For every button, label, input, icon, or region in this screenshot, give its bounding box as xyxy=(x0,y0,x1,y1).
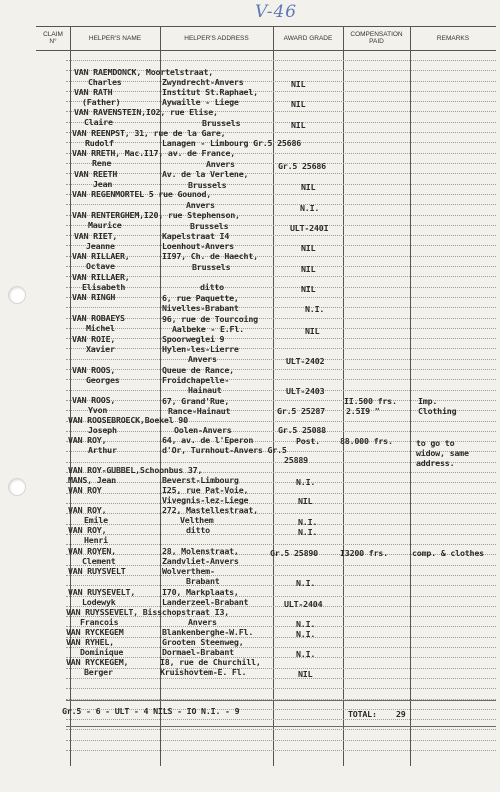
typed-line: comp. & clothes xyxy=(412,548,484,558)
typed-line: Velthem xyxy=(180,515,214,525)
typed-line: NIL xyxy=(291,79,306,89)
typed-line: Anvers xyxy=(188,617,217,627)
summary-rule xyxy=(66,700,496,701)
ruled-line xyxy=(66,235,496,236)
ruled-line xyxy=(66,338,496,339)
typed-line: Yvon xyxy=(88,405,108,415)
typed-line: NIL xyxy=(301,284,316,294)
typed-line: 272, Mastellestraat, xyxy=(162,505,258,515)
ruled-line xyxy=(66,637,496,638)
typed-line: to go to xyxy=(416,438,455,448)
typed-line: 2.5I9 " xyxy=(346,406,380,416)
ruled-line xyxy=(66,91,496,92)
ruled-line xyxy=(66,225,496,226)
ruled-line xyxy=(66,524,496,525)
header-remarks: REMARKS xyxy=(436,35,470,42)
ruled-line xyxy=(66,328,496,329)
typed-line: VAN RATH xyxy=(74,87,113,97)
typed-line: MANS, Jean xyxy=(68,475,116,485)
typed-line: Queue de Rance, xyxy=(162,365,234,375)
typed-line: VAN ROYEN, xyxy=(68,546,116,556)
typed-line: Maurice xyxy=(88,220,122,230)
typed-line: NIL xyxy=(298,669,313,679)
ruled-line xyxy=(66,503,496,504)
typed-line: VAN RILLAER, xyxy=(72,251,130,261)
ruled-line xyxy=(66,60,496,61)
typed-line: VAN RYHEL, xyxy=(66,637,114,647)
typed-line: Jeanne xyxy=(86,241,115,251)
typed-line: Octave xyxy=(86,261,115,271)
ruled-line xyxy=(66,513,496,514)
ruled-line xyxy=(66,482,496,483)
typed-line: Gr.5 25287 xyxy=(277,406,325,416)
typed-line: VAN RYCKEGEM, xyxy=(66,657,129,667)
typed-line: 6, rue Paquette, xyxy=(162,293,239,303)
typed-line: Av. de la Verlene, xyxy=(162,169,249,179)
ruled-line xyxy=(66,647,496,648)
typed-line: Lodewyk xyxy=(82,597,116,607)
typed-line: Rene xyxy=(92,158,112,168)
ruled-line xyxy=(66,626,496,627)
typed-line: Oolen-Anvers xyxy=(174,425,232,435)
typed-line: Berger xyxy=(84,667,113,677)
ruled-line xyxy=(66,245,496,246)
typed-line: Elisabeth xyxy=(82,282,126,292)
header-compensation xyxy=(343,31,410,45)
typed-line: 25889 xyxy=(284,455,308,465)
typed-line: Spoorweglei 9 xyxy=(162,334,225,344)
typed-line: VAN ROY, xyxy=(68,435,107,445)
typed-line: Aywaille - Liege xyxy=(162,97,239,107)
ruled-line xyxy=(66,575,496,576)
typed-line: Zwyndrecht-Anvers xyxy=(162,77,244,87)
typed-line: VAN ROOS, xyxy=(72,365,116,375)
header-helpers-name: HELPER'S NAME xyxy=(88,35,142,42)
typed-line: (Father) xyxy=(82,97,121,107)
ruled-line xyxy=(66,668,496,669)
typed-line: 88.000 frs. xyxy=(340,436,393,446)
typed-line: Loenhout-Anvers xyxy=(162,241,234,251)
ruled-line xyxy=(66,101,496,102)
typed-line: Gr.5 25890 xyxy=(270,548,318,558)
summary-total-value: 29 xyxy=(396,709,406,719)
ruled-line xyxy=(66,359,496,360)
typed-line: NIL xyxy=(301,264,316,274)
typed-line: II97, Ch. de Haecht, xyxy=(162,251,258,261)
header-compensation-line2: PAID xyxy=(369,38,384,45)
typed-line: Brussels xyxy=(192,262,231,272)
typed-line: I25, rue Pat-Voie, xyxy=(162,485,249,495)
typed-line: VAN RUYSVELT xyxy=(68,566,126,576)
typed-line: Brussels xyxy=(190,221,229,231)
typed-line: ULT-2404 xyxy=(284,599,323,609)
typed-line: Froidchapelle- xyxy=(162,375,230,385)
typed-line: Beverst-Limbourg xyxy=(162,475,239,485)
typed-line: 67, Grand'Rue, xyxy=(162,396,230,406)
header-helpers-address: HELPER'S ADDRESS xyxy=(184,35,249,42)
ruled-line xyxy=(66,379,496,380)
ruled-line xyxy=(66,297,496,298)
header-top-rule xyxy=(36,26,496,27)
typed-line: Claire xyxy=(84,117,113,127)
typed-line: Zandvliet-Anvers xyxy=(162,556,239,566)
typed-line: VAN ROY, xyxy=(68,525,107,535)
ruled-line xyxy=(66,657,496,658)
typed-line: Anvers xyxy=(206,159,235,169)
typed-line: Dormael-Brabant xyxy=(162,647,234,657)
ruled-line xyxy=(66,493,496,494)
typed-line: NIL xyxy=(291,120,306,130)
typed-line: VAN ROOSEBROECK,Boekel 90 xyxy=(68,415,188,425)
typed-line: VAN RILLAER, xyxy=(72,272,130,282)
ruled-line xyxy=(66,729,496,730)
typed-line: ditto xyxy=(186,525,210,535)
typed-line: widow, same xyxy=(416,448,469,458)
typed-line: Nivelles-Brabant xyxy=(162,303,239,313)
typed-line: VAN RAEMDONCK, Moortelstraat, xyxy=(74,67,214,77)
ruled-line xyxy=(66,585,496,586)
ruled-line xyxy=(66,369,496,370)
typed-line: VAN ROY-GUBBEL,Schoonbus 37, xyxy=(68,465,203,475)
typed-line: VAN ROY, xyxy=(68,505,107,515)
ruled-line xyxy=(66,204,496,205)
typed-line: Brabant xyxy=(186,576,220,586)
typed-line: VAN RINGH xyxy=(72,292,116,302)
typed-line: address. xyxy=(416,458,455,468)
typed-line: 28, Molenstraat, xyxy=(162,546,239,556)
typed-line: VAN ROIE, xyxy=(72,334,116,344)
typed-line: Landerzeel-Brabant xyxy=(162,597,249,607)
ruled-line xyxy=(66,287,496,288)
header-compensation-line1: COMPENSATION xyxy=(350,31,403,38)
typed-line: I8, rue de Churchill, xyxy=(160,657,261,667)
typed-line: Gr.5 25686 xyxy=(278,161,326,171)
typed-line: Gr.5 25088 xyxy=(278,425,326,435)
typed-line: NIL xyxy=(301,243,316,253)
ruled-line xyxy=(66,348,496,349)
typed-line: VAN RUYSEVELT, xyxy=(68,587,136,597)
typed-line: Kruishovtem-E. Fl. xyxy=(160,667,247,677)
typed-line: N.I. xyxy=(298,527,318,537)
typed-line: Dominique xyxy=(80,647,124,657)
typed-line: I3200 frs. xyxy=(340,548,388,558)
ruled-line xyxy=(66,276,496,277)
ruled-line xyxy=(66,184,496,185)
typed-line: VAN RIET, xyxy=(74,231,118,241)
ruled-line xyxy=(66,678,496,679)
typed-line: Anvers xyxy=(188,354,217,364)
typed-line: ULT-2403 xyxy=(286,386,325,396)
ruled-line xyxy=(66,81,496,82)
typed-line: VAN REENPST, 31, rue de la Gare, xyxy=(72,128,226,138)
typed-line: N.I. xyxy=(296,477,316,487)
typed-line: VAN REGENMORTEL 5 rue Gounod, xyxy=(72,189,212,199)
header-claim-line1: CLAIM xyxy=(43,31,63,38)
typed-line: Wolverthem- xyxy=(162,566,215,576)
typed-line: Anvers xyxy=(186,200,215,210)
typed-line: Georges xyxy=(86,375,120,385)
ruled-line xyxy=(66,688,496,689)
typed-line: N.I. xyxy=(296,619,316,629)
typed-line: 64, av. de l'Eperon xyxy=(162,435,254,445)
typed-line: 96, rue de Tourcoing xyxy=(162,314,258,324)
header-claim-no xyxy=(36,31,70,45)
typed-line: Hylen-les-Lierre xyxy=(162,344,239,354)
typed-line: Clothing xyxy=(418,406,457,416)
typed-line: Vivegnis-lez-Liege xyxy=(162,495,249,505)
typed-line: VAN ROY xyxy=(68,485,102,495)
typed-line: Rance-Hainaut xyxy=(168,406,231,416)
typed-line: Aalbeke - E.Fl. xyxy=(172,324,244,334)
ruled-line xyxy=(66,740,496,741)
typed-line: Clement xyxy=(82,556,116,566)
handwritten-page-note: V-46 xyxy=(255,2,298,22)
typed-line: N.I. xyxy=(296,649,316,659)
typed-line: Jean xyxy=(93,179,113,189)
typed-line: VAN ROBAEYS xyxy=(72,313,125,323)
typed-line: ULT-2402 xyxy=(286,356,325,366)
typed-line: Emile xyxy=(84,515,108,525)
typed-line: VAN ROOS, xyxy=(72,395,116,405)
summary-counts: Gr.5 - 6 - ULT - 4 NILS - IO N.I. - 9 xyxy=(62,706,240,716)
ruled-line xyxy=(66,173,496,174)
typed-line: Charles xyxy=(88,77,122,87)
typed-line: Brussels xyxy=(202,118,241,128)
typed-line: d'Or, Turnhout-Anvers Gr.5 xyxy=(162,445,287,455)
typed-line: Francois xyxy=(80,617,119,627)
typed-line: NIL xyxy=(301,182,316,192)
typed-line: N.I. xyxy=(296,629,316,639)
typed-line: Arthur xyxy=(88,445,117,455)
typed-line: Xavier xyxy=(86,344,115,354)
typed-line: Michel xyxy=(86,323,115,333)
punch-hole-bottom xyxy=(8,478,26,496)
typed-line: Lanagen - Limbourg Gr.5 25686 xyxy=(162,138,302,148)
typed-line: Kapelstraat I4 xyxy=(162,231,230,241)
typed-line: NIL xyxy=(298,496,313,506)
ruled-line xyxy=(66,565,496,566)
column-divider-1 xyxy=(70,26,71,766)
typed-line: Joseph xyxy=(88,425,117,435)
ruled-line xyxy=(66,256,496,257)
ruled-line xyxy=(66,544,496,545)
typed-line: Grooten Steenweg, xyxy=(162,637,244,647)
summary-rule xyxy=(66,726,496,727)
ruled-line xyxy=(66,719,496,720)
ruled-line xyxy=(66,122,496,123)
ruled-line xyxy=(66,318,496,319)
typed-line: Institut St.Raphael, xyxy=(162,87,258,97)
column-divider-5 xyxy=(410,26,411,766)
typed-line: N.I. xyxy=(298,517,318,527)
typed-line: NIL xyxy=(305,326,320,336)
ruled-line xyxy=(66,750,496,751)
typed-line: N.I. xyxy=(296,578,316,588)
header-bottom-rule xyxy=(36,50,496,51)
summary-total-label: TOTAL: xyxy=(348,709,377,719)
typed-line: I70, Markplaats, xyxy=(162,587,239,597)
typed-line: II.500 frs. xyxy=(344,396,397,406)
typed-line: Imp. xyxy=(418,396,438,406)
ruled-line xyxy=(66,266,496,267)
typed-line: VAN RYCKEGEM xyxy=(66,627,124,637)
typed-line: Brussels xyxy=(188,180,227,190)
header-award-grade: AWARD GRADE xyxy=(283,35,333,42)
typed-line: Rudolf xyxy=(85,138,114,148)
typed-line: Blankenberghe-W.Fl. xyxy=(162,627,254,637)
typed-line: N.I. xyxy=(300,203,320,213)
ruled-line xyxy=(66,534,496,535)
typed-line: N.I. xyxy=(305,304,325,314)
typed-line: VAN RENTERGHEM,I20, rue Stephenson, xyxy=(72,210,240,220)
typed-line: VAN RUYSSEVELT, Bisschopstraat I3, xyxy=(66,607,230,617)
typed-line: NIL xyxy=(291,99,306,109)
typed-line: VAN REETH xyxy=(74,169,118,179)
punch-hole-top xyxy=(8,286,26,304)
typed-line: ditto xyxy=(200,282,224,292)
typed-line: ULT-240I xyxy=(290,223,329,233)
typed-line: Hainaut xyxy=(188,385,222,395)
typed-line: Post. xyxy=(296,436,320,446)
header-claim-line2: N° xyxy=(49,38,57,45)
typed-line: VAN RRETH, Mac.I17, av. de France, xyxy=(72,148,236,158)
typed-line: Henri xyxy=(84,535,108,545)
ruled-line xyxy=(66,390,496,391)
column-divider-3 xyxy=(273,26,274,766)
typed-line: VAN RAVENSTEIN,IO2, rue Elise, xyxy=(74,107,218,117)
ruled-line xyxy=(66,307,496,308)
